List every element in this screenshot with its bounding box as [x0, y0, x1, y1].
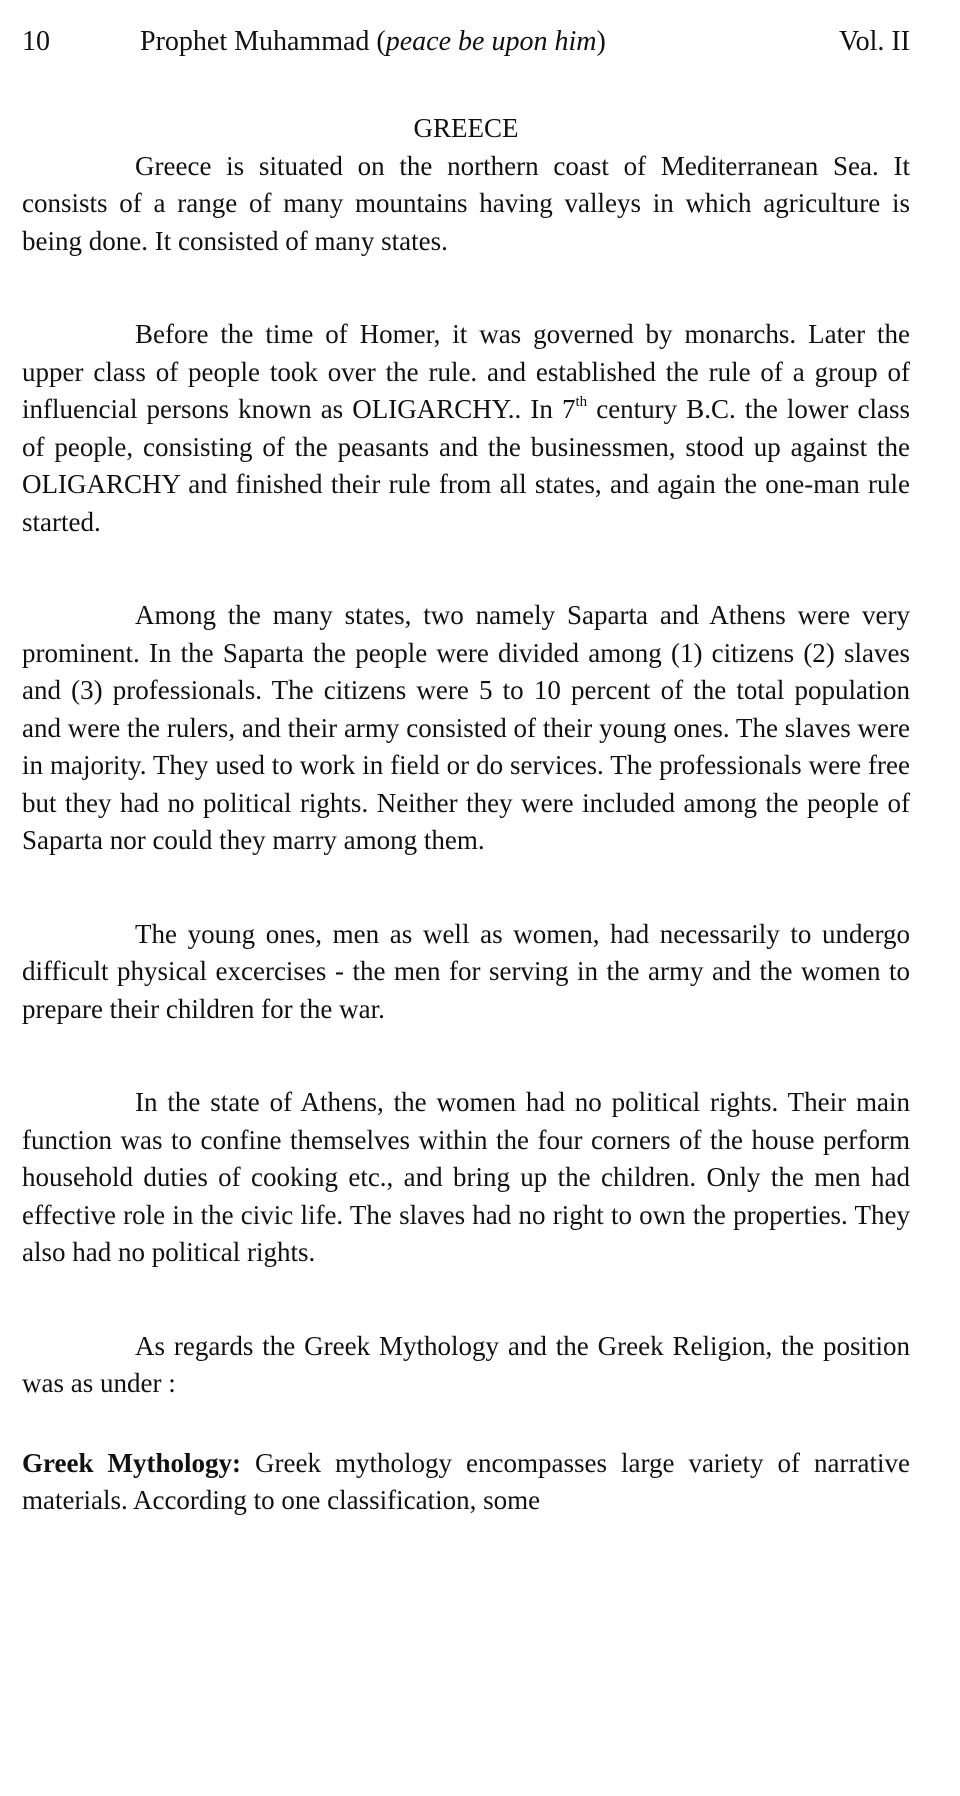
paragraph-governance — [22, 316, 910, 541]
running-title — [140, 22, 606, 62]
paragraph-gap — [22, 1403, 910, 1445]
section-heading: GREECE — [413, 113, 519, 143]
paragraph-gap — [22, 860, 910, 916]
paragraph-young-ones: The young ones, men as well as women, had necessarily to undergo difficult physical excercises - the men for serving in the army and the women to prepare their children for the war. — [22, 918, 910, 1024]
paragraph-gap — [22, 260, 910, 316]
paragraph-saparta-athens: Among the many states, two namely Saparta and Athens were very prominent. In the Saparta the people were divided among (1) citizens (2) slaves and (3) professionals. The citizens were 5 to 10 percent of the total population and were the rulers, and their army consisted of their young ones. The slaves were in majority. They used to work in field or do services. The professionals were free but they had no political rights. Neither they were included among the people of Saparta nor could they marry among them. — [22, 600, 910, 855]
running-title-italic: peace be upon him — [385, 26, 597, 57]
paragraph-gap — [22, 1272, 910, 1328]
greek-mythology-label: Greek Mythology: — [22, 1447, 241, 1478]
paragraph-governance-text-2: century B.C. the lower class of people, consisting of the peasants and the businessmen, stood up against the OLIGARCHY and finished their rule from all states, and again the one-man rule started. — [22, 394, 910, 537]
paragraph-mythology-intro: As regards the Greek Mythology and the Greek Religion, the position was as under : — [22, 1330, 910, 1398]
paragraph-governance-text-1: Before the time of Homer, it was governed by monarchs. Later the upper class of people took over the rule. and established the rule of a group of influencial persons known as OLIGARCHY.. In 7 — [22, 319, 910, 424]
paragraph-athens-women: In the state of Athens, the women had no political rights. Their main function was to confine themselves within the four corners of the house perform household duties of cooking etc., and bring up the children. Only the men had effective role in the civic life. The slaves had no right to own the properties. They also had no political rights. — [22, 1087, 910, 1267]
ordinal-suffix: th — [575, 394, 588, 410]
running-title-close: ) — [596, 26, 606, 57]
volume-label: Vol. II — [838, 26, 910, 57]
greek-mythology-text: Greek mythology encompasses large variety of narrative materials. According to one classification, some — [22, 1447, 910, 1515]
page-header — [22, 22, 910, 62]
page-number: 10 — [22, 26, 50, 57]
paragraph-gap — [22, 1028, 910, 1084]
running-title-plain: Prophet Muhammad ( — [140, 26, 386, 57]
paragraph-greek-mythology — [22, 1445, 910, 1520]
page-body — [22, 110, 910, 1520]
paragraph-geography: Greece is situated on the northern coast of Mediterranean Sea. It consists of a range of many mountains having valleys in which agriculture is being done. It consisted of many states. — [22, 150, 910, 256]
paragraph-gap — [22, 541, 910, 597]
